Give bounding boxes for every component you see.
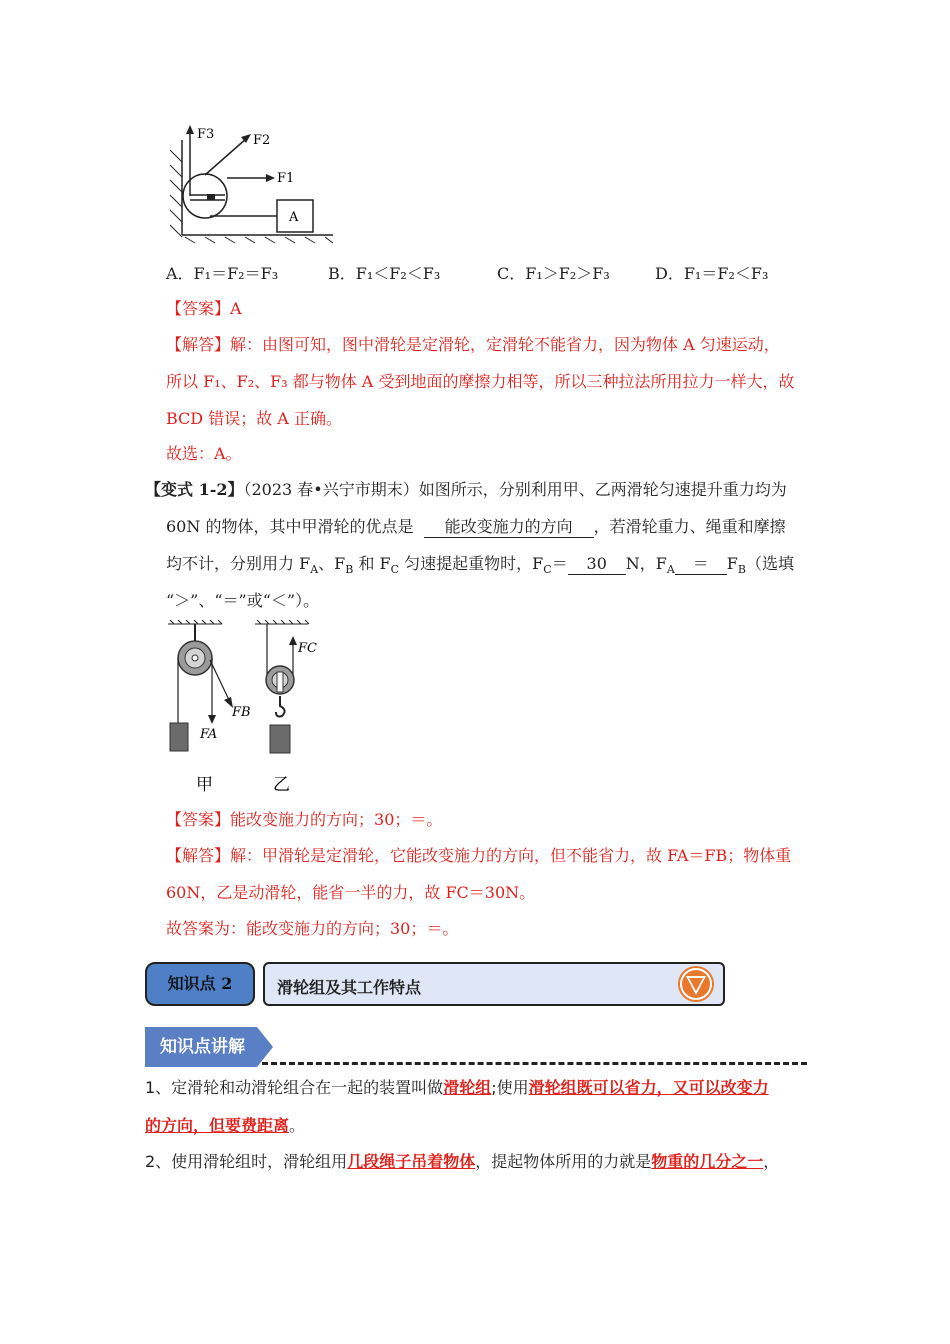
figure-two-pulleys [160, 620, 330, 800]
q2-line3: 均不计，分别用力 $F_A$、$F_B$ 和 $F_C$ 匀速提起重物时，$F_C= 30$ N，$F_A = F_B$（选填 [166, 554, 794, 577]
q1-answer: 【答案】A [166, 299, 242, 318]
section-badge: 知识点 2 [145, 962, 255, 1006]
q2-answer: 【答案】能改变施力的方向；30；＝。 [166, 810, 443, 829]
q2-analysis-line2: 60N，乙是动滑轮，能省一半的力，故 FC＝30N。 [166, 883, 536, 902]
q2-line4: “＞”、“＝”或“＜”）。 [166, 591, 320, 610]
label-fb: FB [232, 705, 251, 720]
point-1-line1: 1、定滑轮和动滑轮组合在一起的装置叫做滑轮组;使用滑轮组既可以省力，又可以改变力 [145, 1078, 769, 1097]
section-title-box [263, 962, 725, 1006]
triangle-down-icon [677, 965, 715, 1003]
lecture-tag: 知识点讲解 [160, 1037, 245, 1057]
q1-analysis-line1: 【解答】解：由图可知，图中滑轮是定滑轮，定滑轮不能省力，因为物体 A 匀速运动， [166, 335, 780, 354]
q1-analysis-line3: BCD 错误；故 A 正确。 [166, 409, 342, 428]
q2-analysis-line1: 【解答】解：甲滑轮是定滑轮，它能改变施力的方向，但不能省力，故 FA＝FB；物体重 [166, 846, 792, 865]
point-1-line2: 的方向，但要费距离。 [145, 1116, 306, 1135]
q2-line1: 【变式 1-2】（2023 春•兴宁市期末）如图所示，分别利用甲、乙两滑轮匀速提升重力均为 [145, 480, 787, 499]
blank-2: 30 [568, 554, 626, 575]
highlight-pulley-block: 滑轮组 [443, 1078, 492, 1097]
label-jia: 甲 [196, 775, 213, 795]
blank-1: 能改变施力的方向 [424, 517, 594, 538]
option-a: A．F₁＝F₂＝F₃ [166, 264, 279, 283]
blank-3: ＝ [675, 554, 727, 575]
label-fc: FC [298, 641, 317, 656]
point-2-line1: 2、使用滑轮组时，滑轮组用几段绳子吊着物体，提起物体所用的力就是物重的几分之一， [145, 1152, 780, 1171]
label-f3: F3 [197, 127, 215, 142]
dashed-divider [262, 1062, 807, 1065]
section-title: 滑轮组及其工作特点 [277, 978, 422, 997]
highlight-rope-segments: 几段绳子吊着物体 [347, 1152, 476, 1171]
label-yi: 乙 [273, 775, 290, 795]
option-b: B．F₁＜F₂＜F₃ [328, 264, 441, 283]
option-c: C．F₁＞F₂＞F₃ [497, 264, 610, 283]
label-block-a: A [289, 210, 299, 225]
label-fa: FA [200, 727, 218, 742]
label-f2: F2 [253, 133, 271, 148]
label-f1: F1 [277, 171, 295, 186]
option-d: D．F₁＝F₂＜F₃ [655, 264, 769, 283]
highlight-fraction: 物重的几分之一 [651, 1152, 764, 1171]
q1-analysis-line2: 所以 F₁、F₂、F₃ 都与物体 A 受到地面的摩擦力相等，所以三种拉法所用拉力一样大，故 [166, 372, 795, 391]
q2-line2: 60N 的物体，其中甲滑轮的优点是 能改变施力的方向 ，若滑轮重力、绳重和摩擦 [166, 517, 786, 536]
q2-final: 故答案为：能改变施力的方向；30；＝。 [166, 919, 459, 938]
highlight-feature: 滑轮组既可以省力，又可以改变力 [528, 1078, 769, 1097]
figure-fixed-pulley [165, 120, 345, 250]
q1-final: 故选：A。 [166, 444, 242, 463]
